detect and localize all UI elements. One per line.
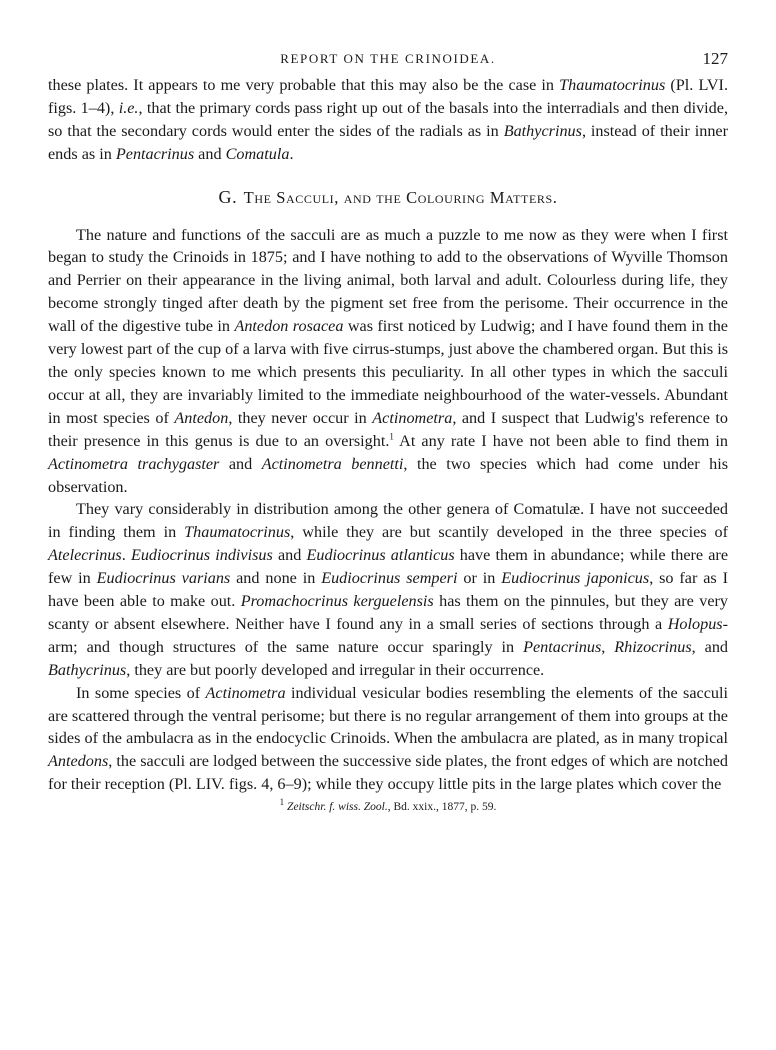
footnote-ref: 1 — [389, 431, 394, 442]
text-run: have them in abundance; while there are few in — [48, 546, 729, 588]
running-title: REPORT ON THE CRINOIDEA. — [280, 51, 496, 66]
text-run: , — [601, 637, 615, 656]
footnote-text — [287, 801, 496, 813]
italic-text: Eudiocrinus atlanticus — [306, 546, 455, 565]
text-run: , they never occur in — [228, 408, 373, 427]
italic-text: Eudiocrinus indivisus — [130, 546, 273, 565]
italic-text: Thaumatocrinus — [559, 76, 666, 94]
text-run: The nature and functions of the sacculi are as much a puzzle to me now as they were when I first began to study the Crinoids in 1875; and I have nothing to add to the observations of Wyville Thomson and Perrier on their appearance in the living animal, both larval and adult. Colourless during life, they become strongly tinged after death by the pigment set free from the perisome. Their occurrence in the wall of the digestive tube in — [48, 225, 728, 336]
italic-text: Comatula — [225, 144, 290, 163]
italic-text: Bathycrinus — [503, 121, 582, 140]
text-run: has them on the pinnules, but they are very scanty or absent elsewhere. Neither have I found any in a small series of sections through a — [48, 592, 728, 633]
footnote — [48, 799, 728, 815]
italic-text: Bathycrinus — [48, 660, 127, 679]
page — [48, 44, 728, 815]
text-run: or in — [457, 569, 502, 588]
text-run: individual vesicular bodies resembling the elements of the sacculi are scattered through the ventral perisome; but there is no regular arrangement of them into groups at the sides of the ambulacra as in the endocyclic Crinoids. When the ambulacra are plated, as in many tropical — [48, 683, 728, 748]
text-run: They vary considerably in distribution among the other genera of Comatulæ. I have not succeeded in finding them in — [48, 500, 728, 542]
italic-text: Holopus — [667, 614, 723, 633]
section-title: The Sacculi, and the Colouring Matters. — [243, 187, 558, 207]
text-run: , so far as I have been able to make out. — [48, 569, 729, 611]
text-run: , and I suspect that Ludwig's reference to their presence in this genus is due to an oversight. — [48, 408, 728, 450]
footnote-marker: 1 — [279, 797, 285, 808]
italic-text: Atelecrinus — [48, 546, 122, 565]
italic-text: Eudiocrinus japonicus — [501, 569, 650, 588]
body-paragraphs — [48, 224, 728, 797]
italic-text: Thaumatocrinus — [184, 523, 291, 542]
text-run: , the two species which had come under his observation. — [48, 454, 728, 496]
italic-text: i.e. — [118, 98, 139, 117]
italic-text: Pentacrinus — [523, 637, 602, 656]
intro-paragraphs — [48, 74, 728, 166]
italic-text: Actinometra trachygaster — [48, 454, 220, 473]
text-run: was first noticed by Ludwig; and I have found them in the very lowest part of the cup of a larva with five cirrus-stumps, just above the chambered organ. But this is the only species known to me which presents this peculiarity. In all other types in which the sacculi occur at all, they are invariably limited to the immediate neighbourhood of the water-vessels. Abundant in most species of — [48, 317, 728, 427]
italic-text: Antedons — [48, 752, 109, 771]
text-run: these plates. It appears to me very probable that this may also be the case in — [48, 76, 560, 94]
text-run: , the sacculi are lodged between the successive side plates, the front edges of which are notched for their reception (Pl. LIV. figs. 4, 6–9); while they occupy little pits in the large plates which cover the — [48, 752, 728, 794]
italic-text: Promachocrinus kerguelensis — [240, 592, 434, 611]
paragraph — [48, 498, 728, 681]
text-run: , and — [691, 637, 729, 656]
paragraph — [48, 682, 728, 797]
section-letter: G. — [218, 186, 238, 207]
running-header — [48, 44, 728, 74]
italic-text: Antedon rosacea — [234, 317, 344, 336]
italic-text: Actinometra — [372, 408, 453, 427]
italic-text: Eudiocrinus semperi — [321, 569, 458, 588]
section-heading — [48, 186, 728, 210]
paragraph — [48, 74, 728, 166]
text-run: and none in — [230, 569, 322, 588]
italic-text: Actinometra bennetti — [261, 454, 404, 473]
text-run: and — [194, 144, 226, 163]
italic-text: Eudiocrinus varians — [96, 569, 231, 588]
italic-text: Pentacrinus — [115, 144, 195, 163]
italic-text: Antedon — [174, 408, 229, 427]
text-run: , that the primary cords pass right up out of the basals into the interradials and then divide, so that the secondary cords would enter the sides of the radials as in — [48, 98, 729, 140]
italic-text: Zeitschr. f. wiss. Zool. — [287, 801, 388, 814]
page-number: 127 — [702, 49, 728, 68]
text-run: , while they are but scantily developed in the three species of — [290, 523, 728, 542]
text-run: . — [121, 546, 131, 565]
text-run: , Bd. xxix., 1877, p. 59. — [387, 801, 497, 814]
text-run: -arm; and though structures of the same nature occur sparingly in — [48, 614, 728, 656]
italic-text: Actinometra — [205, 683, 286, 702]
text-run: At any rate I have not been able to find them in — [393, 431, 728, 450]
italic-text: Rhizocrinus — [614, 637, 692, 656]
text-run: , they are but poorly developed and irregular in their occurrence. — [126, 660, 545, 679]
text-run: and — [272, 546, 307, 565]
text-run: (Pl. LVI. figs. 1–4), — [48, 76, 728, 117]
text-run: and — [219, 454, 262, 473]
text-run: In some species of — [76, 683, 206, 702]
text-run: , instead of their inner ends as in — [48, 121, 728, 163]
text-run: . — [289, 144, 294, 163]
paragraph — [48, 224, 728, 499]
